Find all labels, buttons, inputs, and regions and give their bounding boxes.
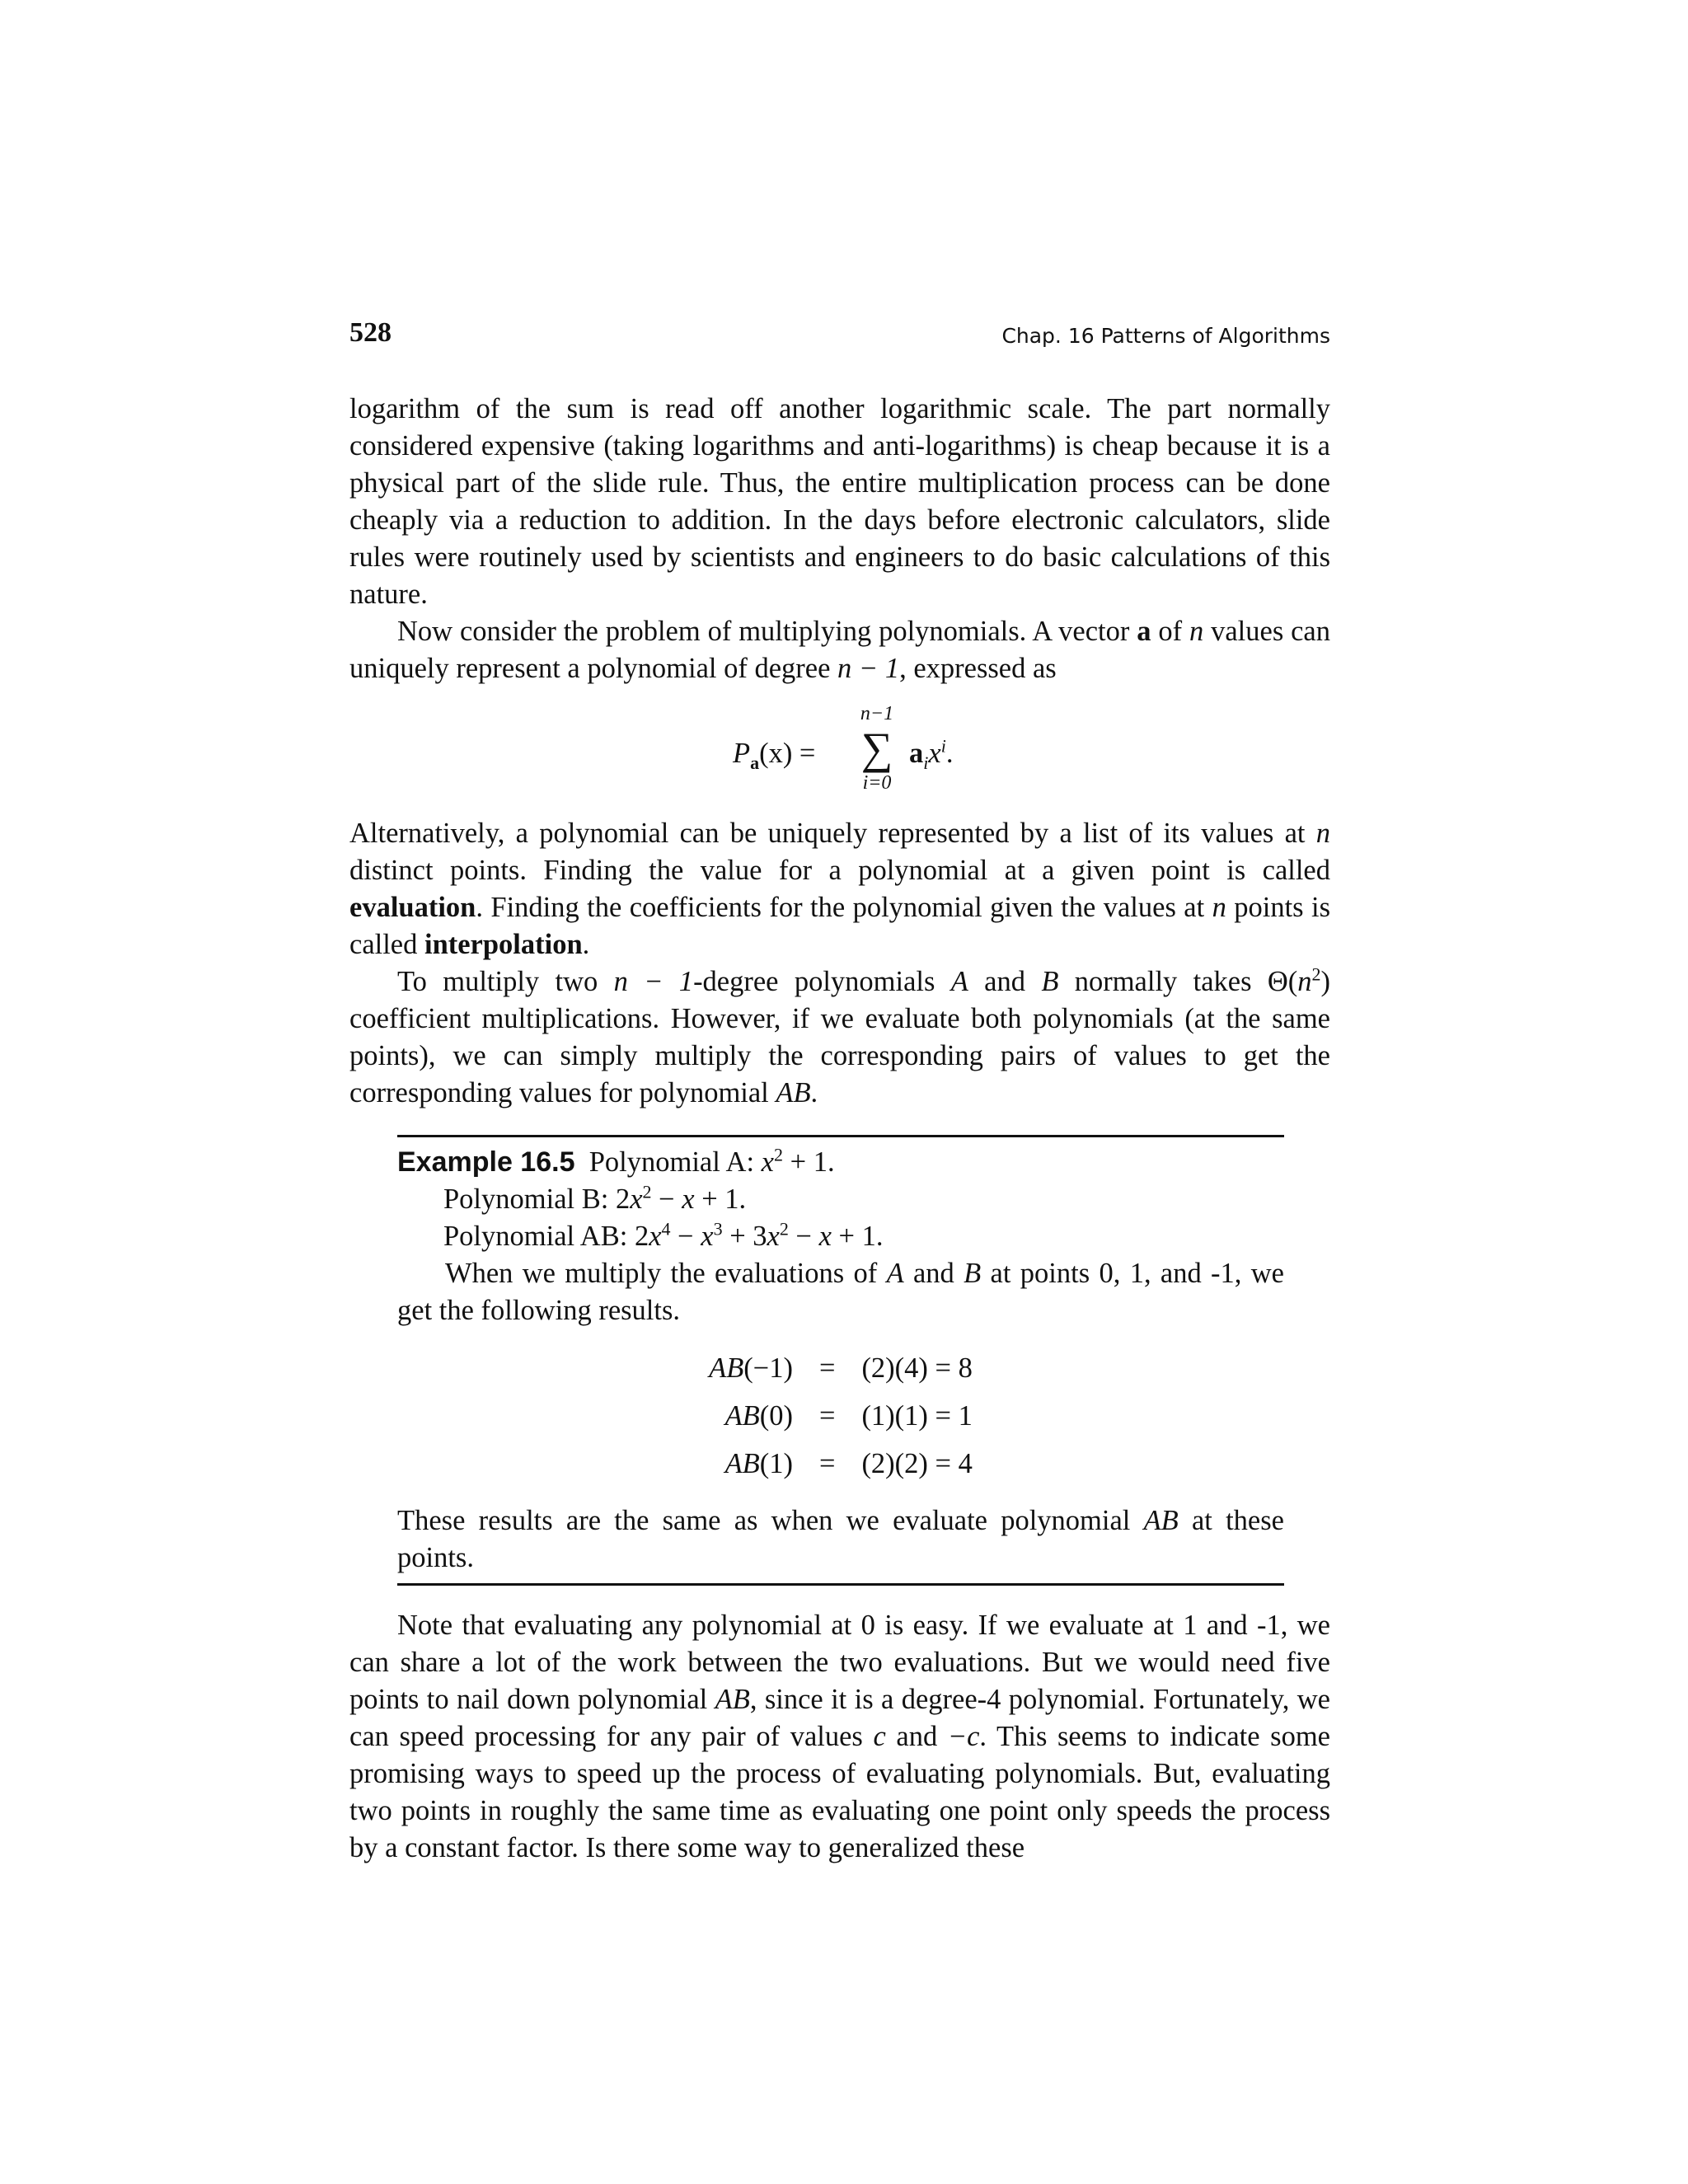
example-conclusion: These results are the same as when we evaluate polynomial AB at these points. [397, 1505, 1284, 1573]
evaluation-table [696, 1344, 986, 1488]
running-head: Chap. 16 Patterns of Algorithms [1001, 324, 1330, 348]
page-body [349, 391, 1330, 1867]
example-intro: When we multiply the evaluations of A and B at points 0, 1, and -1, we get the following results. [397, 1258, 1284, 1326]
page-number: 528 [349, 317, 392, 348]
paragraph-polynomial-representation: Now consider the problem of multiplying polynomials. A vector a of n values can uniquely represent a polynomial of degree n − 1, expressed as [349, 616, 1330, 684]
example-polynomial-ab: Polynomial AB: $2x^4 - x^3 + 3x^2 - x + 1$. [443, 1218, 884, 1252]
equation-polynomial-sum: $P_a(x)$ = n−1 ∑ i=0 $a_ix^i$. [733, 703, 954, 794]
example-polynomial-b: Polynomial B: $2x^2 - x + 1$. [443, 1181, 747, 1215]
vector-a: a [1137, 616, 1151, 647]
paragraph-evaluation-speedup: Note that evaluating any polynomial at 0 is easy. If we evaluate at 1 and -1, we can share a lot of the work between the two evaluations. But we would need five points to nail down polynomial AB, since it is a degree-4 polynomial. Fortunately, we can speed processing for any pair of values c and −c. This seems to indicate some promising ways to speed up the process of evaluating polynomials. But, evaluating two points in roughly the same time as evaluating one point only speeds the process by a constant factor. Is there some way to generalized these [349, 1610, 1330, 1863]
page-header [349, 317, 1330, 359]
table-row: AB(−1) = (2)(4) = 8 [709, 1352, 973, 1384]
summation-sign: n−1 ∑ i=0 [860, 703, 894, 794]
table-row: AB(1) = (2)(2) = 4 [724, 1447, 973, 1479]
term-evaluation: evaluation [349, 892, 476, 923]
paragraph-evaluation-interpolation: Alternatively, a polynomial can be uniquely represented by a list of its values at n distinct points. Finding the value for a polynomial at a given point is called evaluation. Finding the coefficients for the polynomial given the values at n points is called interpolation. [349, 818, 1331, 960]
table-row: AB(0) = (1)(1) = 1 [724, 1399, 973, 1432]
example-box [397, 1135, 1284, 1586]
paragraph-slide-rule: logarithm of the sum is read off another logarithmic scale. The part normally considered expensive (taking logarithms and anti-logarithms) is cheap because it is a physical part of the slide rule. Thus, the entire multiplication process can be done cheaply via a reduction to addition. In the days before electronic calculators, slide rules were routinely used by scientists and engineers to do basic calculations of this nature. [349, 393, 1330, 610]
example-polynomial-a: Example 16.5 Polynomial A: $x^2 + 1$. [397, 1144, 835, 1178]
paragraph-multiply-polynomials: To multiply two n − 1-degree polynomials A and B normally takes $\Theta(n^2)$ coefficient multiplications. However, if we evaluate both polynomials (at the same points), we can simply multiply the corresponding pairs of values to get the corresponding values for polynomial AB. [349, 963, 1330, 1108]
example-title: Example 16.5 [397, 1146, 575, 1178]
term-interpolation: interpolation [424, 929, 583, 960]
